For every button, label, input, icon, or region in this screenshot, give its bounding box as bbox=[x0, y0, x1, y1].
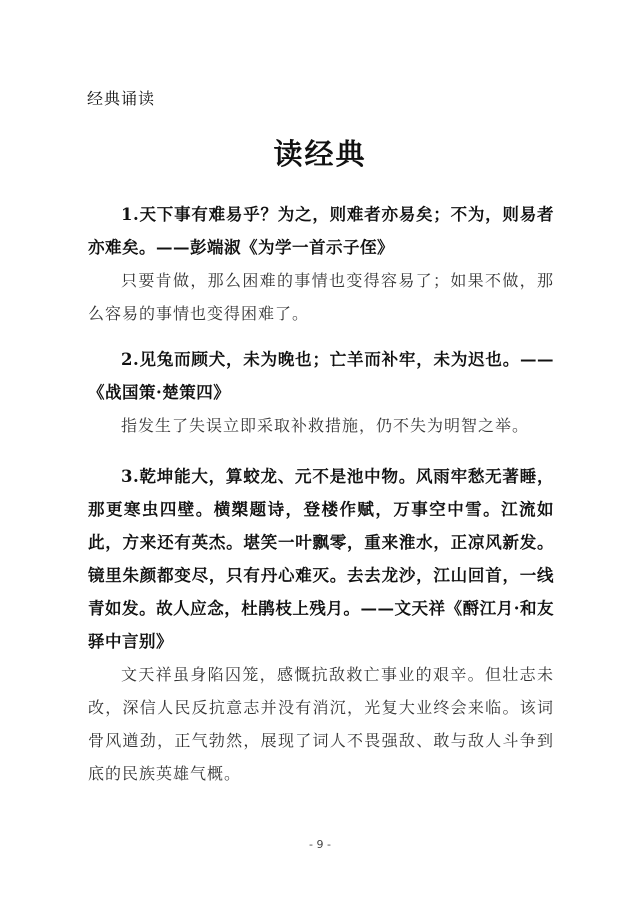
quote-text: 1.天下事有难易乎？为之，则难者亦易矣；不为，则易者亦难矣。——彭端淑《为学一首示子侄》 bbox=[88, 205, 554, 257]
entry-2 bbox=[88, 343, 554, 442]
page-number: - 9 - bbox=[309, 838, 331, 851]
section-label: 经典诵读 bbox=[87, 89, 156, 108]
quote-text: 2.见兔而顾犬，未为晚也；亡羊而补牢，未为迟也。——《战国策·楚策四》 bbox=[88, 350, 554, 402]
page-title: 读经典 bbox=[273, 137, 367, 171]
explanation-text: 文天祥虽身陷囚笼，感慨抗敌救亡事业的艰辛。但壮志未改，深信人民反抗意志并没有消沉，光复大业终会来临。该词骨风遒劲，正气勃然，展现了词人不畏强敌、敢与敌人斗争到底的民族英雄气概。 bbox=[88, 665, 554, 783]
entry-1 bbox=[88, 198, 554, 330]
explanation-text: 指发生了失误立即采取补救措施，仍不失为明智之举。 bbox=[121, 416, 530, 435]
quote-text: 3.乾坤能大，算蛟龙、元不是池中物。风雨牢愁无著睡，那更寒虫四壁。横槊题诗，登楼作赋，万事空中雪。江流如此，方来还有英杰。堪笑一叶飘零，重来淮水，正凉风新发。镜里朱颜都变尽，只有丹心难灭。去去龙沙，江山回首，一线青如发。故人应念，杜鹃枝上残月。——文天祥《酹江月·和友驿中言别》 bbox=[88, 467, 554, 651]
explanation-text: 只要肯做，那么困难的事情也变得容易了；如果不做，那么容易的事情也变得困难了。 bbox=[88, 271, 554, 323]
entry-3 bbox=[88, 460, 554, 790]
